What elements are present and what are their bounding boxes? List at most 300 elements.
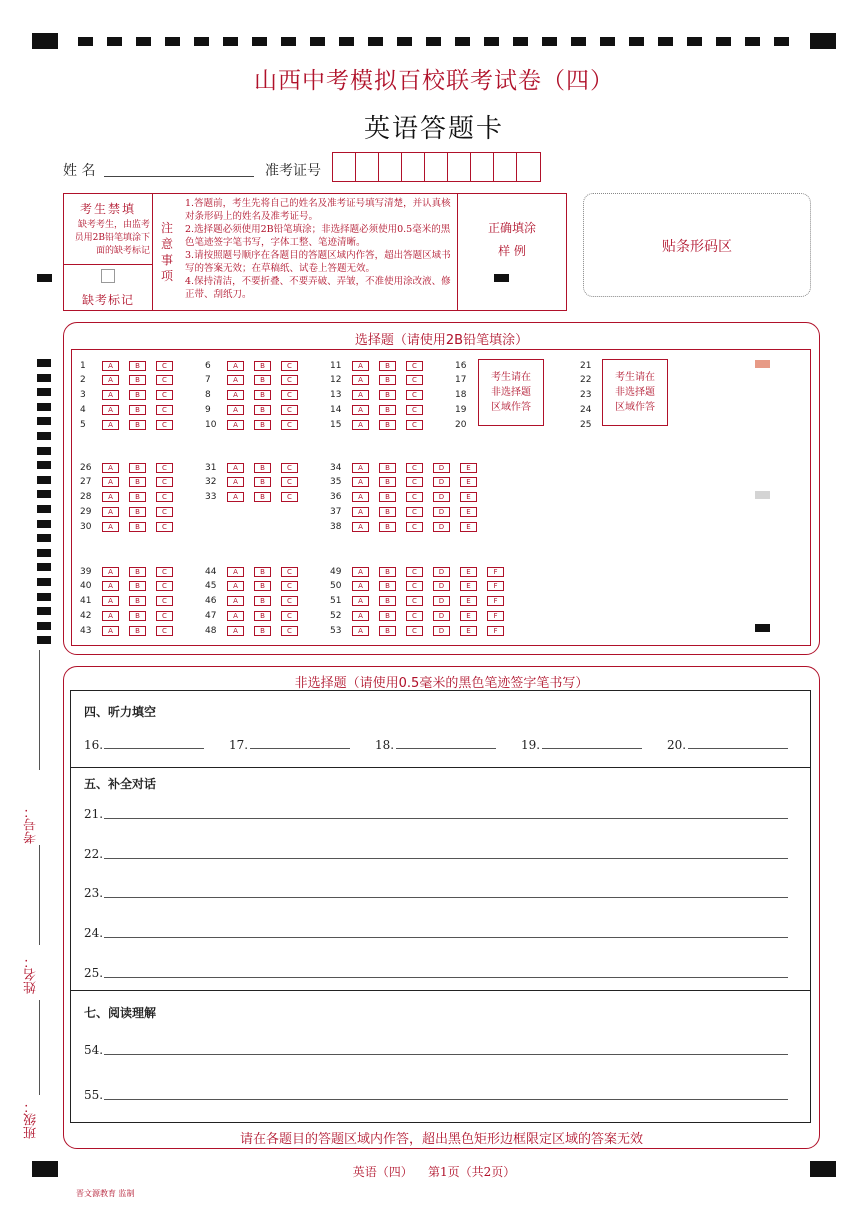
dialog-line-25[interactable] (104, 977, 788, 978)
mc-option-bubble[interactable]: F (487, 581, 504, 591)
mc-option-bubble[interactable]: C (281, 596, 298, 606)
section-seven-title: 七、阅读理解 (84, 1006, 157, 1020)
mc-option-bubble[interactable]: D (433, 507, 450, 517)
dialog-line-24[interactable] (104, 937, 788, 938)
mc-question-number: 9 (205, 404, 211, 415)
reading-line-55[interactable] (104, 1099, 788, 1100)
mc-option-bubble[interactable]: B (254, 463, 271, 473)
mc-question-number: 42 (80, 610, 92, 621)
dialog-num: 21. (84, 807, 104, 821)
mc-option-bubble[interactable]: C (406, 492, 423, 502)
mc-option-bubble[interactable]: B (379, 390, 396, 400)
mc-option-bubble[interactable]: B (379, 567, 396, 577)
mc-option-bubble[interactable]: A (352, 375, 369, 385)
mc-option-bubble[interactable]: B (254, 626, 271, 636)
mc-option-bubble[interactable]: B (129, 420, 146, 430)
mc-question-number: 4 (80, 404, 86, 415)
mc-option-bubble[interactable]: C (406, 581, 423, 591)
mc-question-number: 2 (80, 375, 86, 386)
mc-option-bubble[interactable]: A (227, 420, 244, 430)
mc-option-bubble[interactable]: C (281, 611, 298, 621)
mc-option-bubble[interactable]: A (352, 596, 369, 606)
mc-option-bubble[interactable]: C (156, 405, 173, 415)
listening-section (70, 690, 811, 768)
exam-id-label: 准考证号 (265, 163, 321, 179)
mc-option-bubble[interactable]: E (460, 492, 477, 502)
mc-option-bubble[interactable]: C (406, 463, 423, 473)
mc-option-bubble[interactable]: A (227, 361, 244, 371)
mc-option-bubble[interactable]: B (129, 405, 146, 415)
listen-num: 17. (229, 738, 249, 752)
warn-line: 非选择题 (491, 387, 531, 398)
mc-question-row (455, 360, 477, 371)
mc-option-bubble[interactable]: B (254, 492, 271, 502)
mc-question-number: 11 (330, 360, 342, 371)
mc-option-bubble[interactable]: F (487, 626, 504, 636)
listen-num: 16. (84, 738, 104, 752)
mc-option-bubble[interactable]: C (281, 567, 298, 577)
mc-option-bubble[interactable]: C (156, 361, 173, 371)
warn-line: 区域作答 (491, 402, 531, 413)
mc-question-row (80, 566, 183, 577)
mc-question-row (580, 360, 602, 371)
timing-mark (37, 388, 51, 396)
mc-question-row (455, 390, 477, 401)
mc-question-row (80, 375, 183, 386)
mc-option-bubble[interactable]: E (460, 522, 477, 532)
mc-option-bubble[interactable]: A (102, 405, 119, 415)
mc-question-row (205, 610, 308, 621)
listen-blank-16[interactable] (104, 748, 204, 749)
mc-option-bubble[interactable]: D (433, 463, 450, 473)
mc-question-number: 26 (80, 462, 92, 473)
side-class-label: 班级： (24, 1100, 39, 1139)
mc-option-bubble[interactable]: C (406, 375, 423, 385)
mc-option-bubble[interactable]: A (352, 522, 369, 532)
mc-option-bubble[interactable]: A (227, 477, 244, 487)
mc-question-number: 34 (330, 462, 342, 473)
mc-option-bubble[interactable]: E (460, 463, 477, 473)
section-four-title: 四、听力填空 (84, 705, 157, 719)
mc-question-number: 53 (330, 625, 342, 636)
listen-num: 19. (521, 738, 541, 752)
mc-option-bubble[interactable]: B (254, 581, 271, 591)
mc-question-number: 41 (80, 596, 92, 607)
mc-option-bubble[interactable]: A (352, 567, 369, 577)
mc-option-bubble[interactable]: B (254, 420, 271, 430)
mc-question-number: 38 (330, 521, 342, 532)
mc-question-row (80, 462, 183, 473)
mc-option-bubble[interactable]: B (379, 507, 396, 517)
mc-option-bubble[interactable]: B (254, 361, 271, 371)
mc-option-bubble[interactable]: C (406, 626, 423, 636)
side-line (39, 845, 40, 945)
warn-box-21-25 (602, 359, 668, 426)
barcode-label: 贴条形码区 (662, 239, 732, 255)
color-mark-gray (755, 491, 770, 499)
mc-option-bubble[interactable]: B (129, 522, 146, 532)
mc-option-bubble[interactable]: C (406, 507, 423, 517)
timing-dash (281, 37, 296, 46)
mc-question-number: 6 (205, 360, 211, 371)
mc-option-bubble[interactable]: B (379, 375, 396, 385)
timing-dash (629, 37, 644, 46)
mc-question-row (80, 360, 183, 371)
mc-option-bubble[interactable]: A (102, 390, 119, 400)
mc-option-bubble[interactable]: A (352, 626, 369, 636)
mc-option-bubble[interactable]: B (379, 477, 396, 487)
mc-option-bubble[interactable]: A (102, 463, 119, 473)
mc-option-bubble[interactable]: B (129, 596, 146, 606)
mc-question-number: 36 (330, 492, 342, 503)
mc-option-bubble[interactable]: B (129, 581, 146, 591)
mc-option-bubble[interactable]: C (281, 390, 298, 400)
listen-blank-18[interactable] (396, 748, 496, 749)
mc-option-bubble[interactable]: C (156, 463, 173, 473)
mc-option-bubble[interactable]: C (281, 492, 298, 502)
mc-option-bubble[interactable]: C (156, 420, 173, 430)
barcode-area (583, 193, 811, 297)
timing-dash (310, 37, 325, 46)
mc-option-bubble[interactable]: A (102, 581, 119, 591)
mc-question-row (205, 477, 308, 488)
mc-question-row (330, 492, 487, 503)
mc-question-row (330, 506, 487, 517)
dialog-line-21[interactable] (104, 818, 788, 819)
exam-title: 山西中考模拟百校联考试卷（四） (254, 68, 614, 94)
mc-question-number: 45 (205, 581, 217, 592)
mc-option-bubble[interactable]: C (156, 522, 173, 532)
mc-option-bubble[interactable]: C (281, 361, 298, 371)
attention-label: 注意事项 (161, 221, 174, 283)
mc-option-bubble[interactable]: B (254, 596, 271, 606)
mc-option-bubble[interactable]: B (379, 611, 396, 621)
mc-option-bubble[interactable]: B (379, 596, 396, 606)
warn-box-16-20 (478, 359, 544, 426)
mc-option-bubble[interactable]: A (227, 626, 244, 636)
mc-option-bubble[interactable]: C (156, 492, 173, 502)
mc-option-bubble[interactable]: F (487, 567, 504, 577)
timing-dash (658, 37, 673, 46)
mc-question-row (80, 610, 183, 621)
mc-option-bubble[interactable]: A (227, 390, 244, 400)
mc-question-row (205, 404, 308, 415)
timing-mark (37, 374, 51, 382)
mc-option-bubble[interactable]: B (379, 405, 396, 415)
mc-option-bubble[interactable]: C (281, 375, 298, 385)
mc-option-bubble[interactable]: D (433, 626, 450, 636)
mc-option-bubble[interactable]: C (406, 361, 423, 371)
timing-dash (716, 37, 731, 46)
mc-question-number: 49 (330, 566, 342, 577)
mc-question-number: 33 (205, 492, 217, 503)
mc-option-bubble[interactable]: E (460, 507, 477, 517)
mc-question-number: 32 (205, 477, 217, 488)
mc-question-number: 19 (455, 404, 467, 415)
rule-4: 4.保持清洁，不要折叠、不要弄破、弄皱，不准使用涂改液、修正带、刮纸刀。 (185, 276, 451, 300)
forbidden-title: 考生禁填 (79, 202, 136, 216)
mc-option-bubble[interactable]: B (129, 390, 146, 400)
mc-option-bubble[interactable]: E (460, 567, 477, 577)
mc-option-bubble[interactable]: A (227, 463, 244, 473)
mc-question-row (330, 521, 487, 532)
mc-option-bubble[interactable]: A (227, 375, 244, 385)
mc-question-number: 30 (80, 521, 92, 532)
mc-option-bubble[interactable]: A (227, 405, 244, 415)
mc-option-bubble[interactable]: C (156, 507, 173, 517)
mc-question-number: 50 (330, 581, 342, 592)
dialog-num: 23. (84, 886, 104, 900)
mc-option-bubble[interactable]: A (352, 477, 369, 487)
mc-option-bubble[interactable]: A (227, 567, 244, 577)
mc-option-bubble[interactable]: A (352, 390, 369, 400)
mc-option-bubble[interactable]: C (406, 522, 423, 532)
mc-option-bubble[interactable]: B (379, 463, 396, 473)
corner-mark-top-left (32, 33, 58, 49)
mc-option-bubble[interactable]: A (352, 581, 369, 591)
mc-question-number: 37 (330, 506, 342, 517)
mc-option-bubble[interactable]: B (129, 507, 146, 517)
mc-option-bubble[interactable]: A (102, 375, 119, 385)
mc-option-bubble[interactable]: C (281, 581, 298, 591)
mc-option-bubble[interactable]: B (379, 522, 396, 532)
mc-option-bubble[interactable]: D (433, 522, 450, 532)
mc-option-bubble[interactable]: A (352, 492, 369, 502)
nonchoice-footer-warning: 请在各题目的答题区域内作答，超出黑色矩形边框限定区域的答案无效 (239, 1132, 643, 1147)
mc-option-bubble[interactable]: E (460, 581, 477, 591)
card-title: 英语答题卡 (363, 114, 504, 144)
timing-dash (165, 37, 180, 46)
timing-mark (37, 607, 51, 615)
sample-title: 正确填涂 (487, 221, 536, 235)
mc-option-bubble[interactable]: C (406, 420, 423, 430)
mc-option-bubble[interactable]: D (433, 581, 450, 591)
mc-question-number: 17 (455, 375, 467, 386)
mc-question-number: 8 (205, 390, 211, 401)
name-label: 姓 名 (63, 163, 96, 179)
mc-option-bubble[interactable]: D (433, 611, 450, 621)
timing-mark (37, 359, 51, 367)
mc-option-bubble[interactable]: A (102, 522, 119, 532)
timing-dash (774, 37, 789, 46)
mc-question-number: 22 (580, 375, 592, 386)
mc-question-row (205, 596, 308, 607)
timing-mark (37, 490, 51, 498)
mc-option-bubble[interactable]: B (129, 477, 146, 487)
absent-label: 缺考标记 (81, 293, 134, 307)
mc-option-bubble[interactable]: C (156, 477, 173, 487)
timing-dash (687, 37, 702, 46)
mc-option-bubble[interactable]: B (379, 581, 396, 591)
dialog-line-22[interactable] (104, 858, 788, 859)
absent-checkbox[interactable] (101, 269, 115, 283)
mc-option-bubble[interactable]: A (352, 361, 369, 371)
timing-mark (37, 593, 51, 601)
listen-blank-17[interactable] (250, 748, 350, 749)
mc-option-bubble[interactable]: C (406, 390, 423, 400)
mc-question-row (330, 566, 514, 577)
nonchoice-title: 非选择题（请使用0.5毫米的黑色笔迹签字笔书写） (294, 676, 589, 691)
timing-dash (136, 37, 151, 46)
mc-option-bubble[interactable]: A (102, 361, 119, 371)
mc-option-bubble[interactable]: C (156, 581, 173, 591)
mc-option-bubble[interactable]: D (433, 596, 450, 606)
color-mark-black (755, 624, 770, 632)
mc-option-bubble[interactable]: A (102, 477, 119, 487)
mc-question-number: 24 (580, 404, 592, 415)
mc-question-row (80, 390, 183, 401)
mc-option-bubble[interactable]: A (227, 611, 244, 621)
mc-question-number: 7 (205, 375, 211, 386)
listen-blank-20[interactable] (688, 748, 788, 749)
mc-question-row (455, 375, 477, 386)
mc-option-bubble[interactable]: A (352, 611, 369, 621)
side-name-label: 姓名： (24, 955, 39, 994)
mc-option-bubble[interactable]: B (254, 390, 271, 400)
mc-question-row (330, 462, 487, 473)
mc-option-bubble[interactable]: A (102, 567, 119, 577)
timing-dash (484, 37, 499, 46)
mc-option-bubble[interactable]: B (254, 611, 271, 621)
side-line (39, 650, 40, 770)
mc-option-bubble[interactable]: B (254, 567, 271, 577)
mc-option-bubble[interactable]: C (281, 420, 298, 430)
mc-option-bubble[interactable]: C (281, 405, 298, 415)
mc-option-bubble[interactable]: B (129, 567, 146, 577)
mc-option-bubble[interactable]: B (379, 626, 396, 636)
mc-question-number: 44 (205, 566, 217, 577)
mc-option-bubble[interactable]: A (352, 507, 369, 517)
mc-question-number: 47 (205, 610, 217, 621)
listen-blank-19[interactable] (542, 748, 642, 749)
timing-dash (107, 37, 122, 46)
mc-option-bubble[interactable]: B (379, 492, 396, 502)
mc-option-bubble[interactable]: A (227, 596, 244, 606)
mc-option-bubble[interactable]: D (433, 477, 450, 487)
mc-option-bubble[interactable]: B (379, 361, 396, 371)
mc-option-bubble[interactable]: C (156, 611, 173, 621)
mc-option-bubble[interactable]: A (102, 507, 119, 517)
mc-option-bubble[interactable]: B (254, 405, 271, 415)
mc-option-bubble[interactable]: A (102, 596, 119, 606)
timing-mark (37, 520, 51, 528)
name-field[interactable] (104, 175, 254, 177)
mc-question-row (330, 610, 514, 621)
exam-id-boxes[interactable] (332, 152, 541, 182)
mc-option-bubble[interactable]: C (406, 477, 423, 487)
mc-option-bubble[interactable]: A (102, 611, 119, 621)
mc-option-bubble[interactable]: C (156, 567, 173, 577)
mc-question-number: 18 (455, 390, 467, 401)
mc-question-row (330, 360, 433, 371)
mc-question-number: 21 (580, 360, 592, 371)
mc-question-number: 43 (80, 625, 92, 636)
timing-mark (37, 447, 51, 455)
mc-option-bubble[interactable]: A (102, 420, 119, 430)
mc-option-bubble[interactable]: A (227, 581, 244, 591)
mc-option-bubble[interactable]: B (129, 361, 146, 371)
timing-mark (37, 432, 51, 440)
timing-mark (37, 549, 51, 557)
timing-dash (571, 37, 586, 46)
mc-question-number: 14 (330, 404, 342, 415)
page-footer: 英语（四） 第1页（共2页） (352, 1165, 516, 1179)
mc-option-bubble[interactable]: E (460, 611, 477, 621)
rule-3: 3.请按照题号顺序在各题目的答题区域内作答，超出答题区域书写的答案无效；在草稿纸、试卷上答题无效。 (185, 250, 451, 274)
mc-option-bubble[interactable]: C (156, 375, 173, 385)
mc-option-bubble[interactable]: D (433, 492, 450, 502)
mc-question-number: 13 (330, 390, 342, 401)
timing-mark (37, 578, 51, 586)
timing-dash (745, 37, 760, 46)
mc-option-bubble[interactable]: C (281, 626, 298, 636)
mc-option-bubble[interactable]: C (281, 477, 298, 487)
mc-question-row (580, 404, 602, 415)
mc-question-number: 5 (80, 419, 86, 430)
warn-line: 区域作答 (615, 402, 655, 413)
mc-option-bubble[interactable]: C (406, 611, 423, 621)
reading-line-54[interactable] (104, 1054, 788, 1055)
timing-mark (37, 476, 51, 484)
mc-question-number: 31 (205, 462, 217, 473)
mc-option-bubble[interactable]: B (129, 375, 146, 385)
mc-option-bubble[interactable]: D (433, 567, 450, 577)
mc-option-bubble[interactable]: A (102, 626, 119, 636)
mc-option-bubble[interactable]: A (102, 492, 119, 502)
mc-question-row (205, 566, 308, 577)
listen-num: 20. (667, 738, 687, 752)
mc-option-bubble[interactable]: C (406, 405, 423, 415)
mc-option-bubble[interactable]: C (156, 626, 173, 636)
mc-question-row (80, 404, 183, 415)
mc-option-bubble[interactable]: F (487, 611, 504, 621)
mc-option-bubble[interactable]: B (254, 375, 271, 385)
mc-option-bubble[interactable]: F (487, 596, 504, 606)
mc-question-number: 51 (330, 596, 342, 607)
mc-option-bubble[interactable]: B (129, 463, 146, 473)
mc-option-bubble[interactable]: A (352, 420, 369, 430)
mc-question-row (580, 375, 602, 386)
mc-option-bubble[interactable]: C (281, 463, 298, 473)
dialog-num: 22. (84, 847, 104, 861)
mc-question-row (580, 419, 602, 430)
mc-question-row (330, 581, 514, 592)
mc-option-bubble[interactable]: B (379, 420, 396, 430)
mc-question-row (330, 596, 514, 607)
mc-question-row (455, 404, 477, 415)
mc-option-bubble[interactable]: A (352, 463, 369, 473)
dialog-num: 24. (84, 926, 104, 940)
mc-option-bubble[interactable]: C (156, 390, 173, 400)
listen-num: 18. (375, 738, 395, 752)
mc-option-bubble[interactable]: B (129, 492, 146, 502)
mc-option-bubble[interactable]: C (156, 596, 173, 606)
mc-option-bubble[interactable]: A (352, 405, 369, 415)
timing-mark (37, 461, 51, 469)
mc-option-bubble[interactable]: E (460, 596, 477, 606)
mc-option-bubble[interactable]: C (406, 567, 423, 577)
mc-option-bubble[interactable]: B (129, 626, 146, 636)
mc-option-bubble[interactable]: C (406, 596, 423, 606)
mc-option-bubble[interactable]: B (254, 477, 271, 487)
dialog-line-23[interactable] (104, 897, 788, 898)
mc-option-bubble[interactable]: E (460, 477, 477, 487)
mc-option-bubble[interactable]: E (460, 626, 477, 636)
mc-question-number: 25 (580, 419, 592, 430)
mc-option-bubble[interactable]: A (227, 492, 244, 502)
mc-option-bubble[interactable]: B (129, 611, 146, 621)
mc-question-row (205, 625, 308, 636)
